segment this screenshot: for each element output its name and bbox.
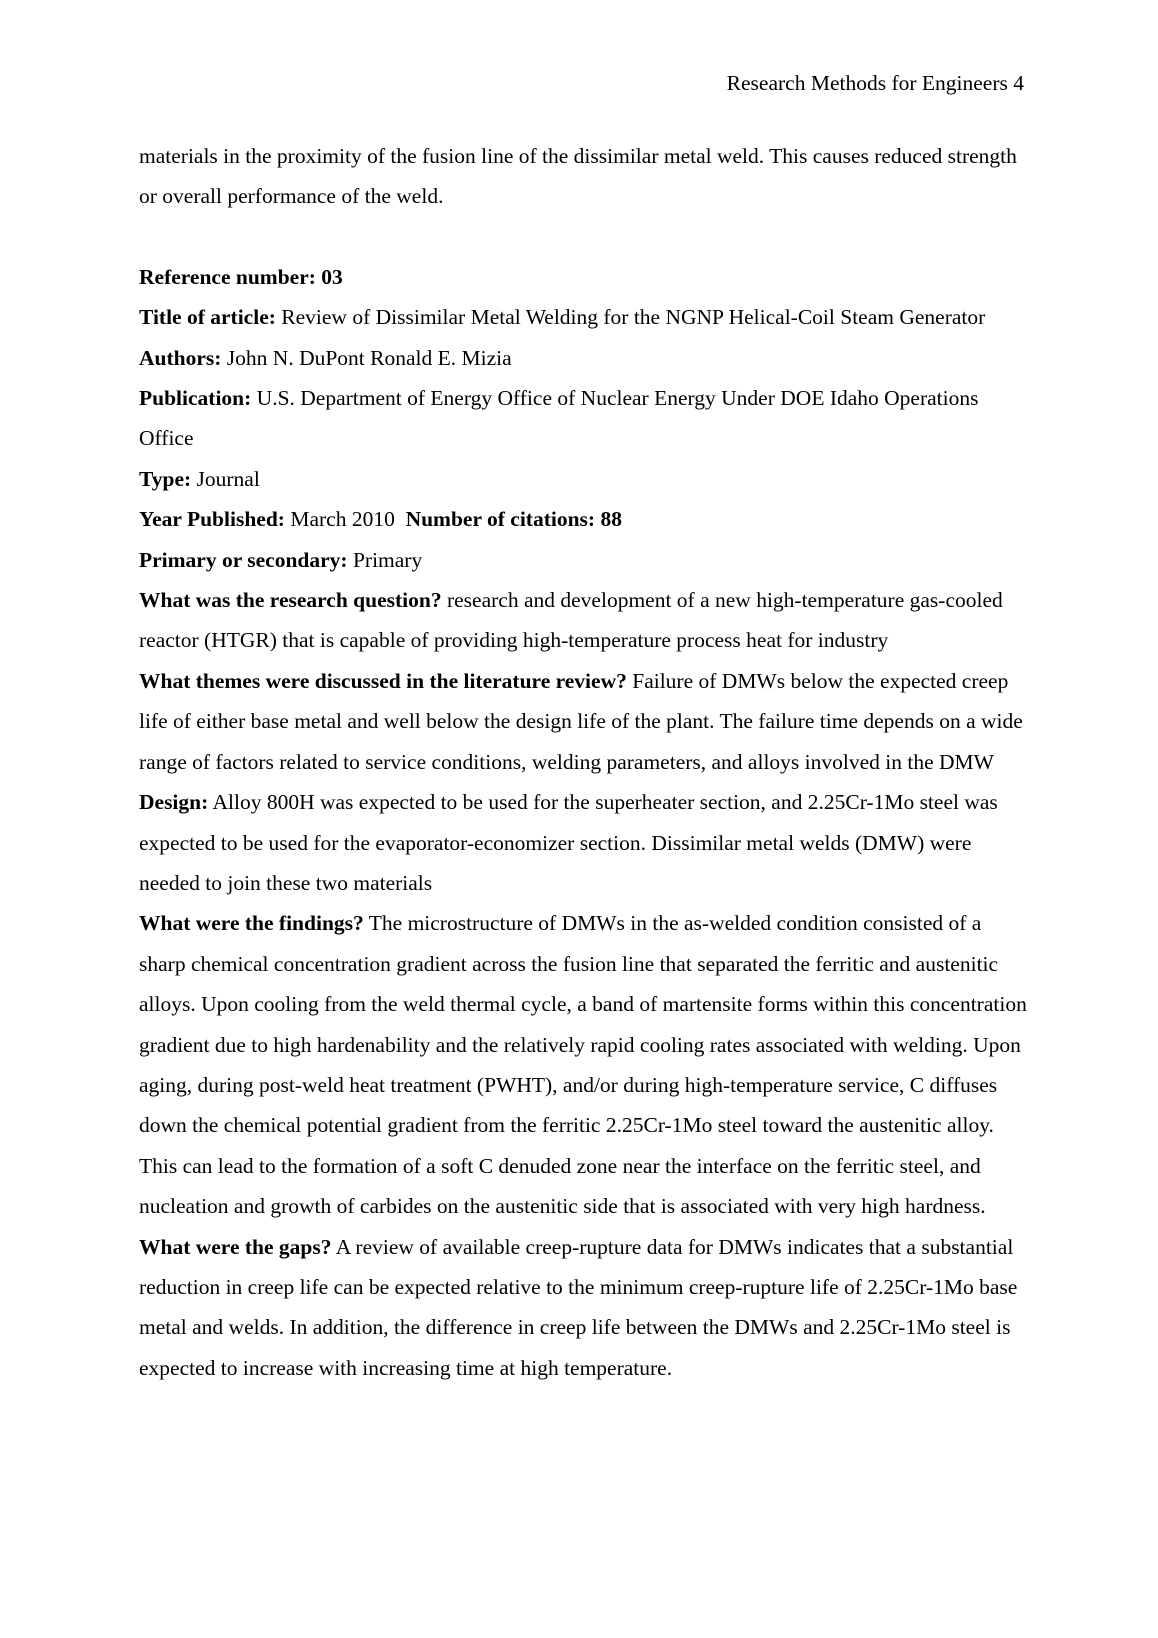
question-label: What was the research question? — [139, 588, 442, 613]
publication-label: Publication: — [139, 386, 252, 411]
reference-design — [139, 782, 1031, 903]
question-value: research and development of a new high-temperature gas-cooled reactor (HTGR) that is capable of providing high-temperature process heat for industry — [139, 588, 1003, 653]
continuation-paragraph: materials in the proximity of the fusion line of the dissimilar metal weld. This causes reduced strength or overall performance of the weld. — [139, 144, 1017, 209]
title-label: Title of article: — [139, 305, 276, 330]
themes-value: Failure of DMWs below the expected creep life of either base metal and well below the design life of the plant. The failure time depends on a wide range of factors related to service conditions, welding parameters, and alloys involved in the DMW — [139, 668, 1023, 774]
reference-number-label: Reference number: 03 — [139, 264, 343, 289]
title-value: Review of Dissimilar Metal Welding for the NGNP Helical-Coil Steam Generator — [281, 305, 986, 330]
reference-question — [139, 580, 1031, 661]
citations-label: Number of citations: 88 — [405, 507, 622, 532]
type-value: Journal — [196, 466, 260, 491]
reference-findings — [139, 903, 1031, 1226]
primary-label: Primary or secondary: — [139, 547, 348, 572]
reference-title — [139, 297, 1031, 337]
reference-primary — [139, 540, 1031, 580]
reference-gaps — [139, 1227, 1031, 1389]
design-label: Design: — [139, 790, 209, 815]
publication-value: U.S. Department of Energy Office of Nuclear Energy Under DOE Idaho Operations Office — [139, 386, 979, 451]
reference-themes — [139, 661, 1031, 782]
reference-type — [139, 459, 1031, 499]
findings-value: The microstructure of DMWs in the as-welded condition consisted of a sharp chemical concentration gradient across the fusion line that separated the ferritic and austenitic alloys. Upon cooling from the weld thermal cycle, a band of martensite forms within this concentration gradient due to high hardenability and the relatively rapid cooling rates associated with welding. Upon aging, during post-weld heat treatment (PWHT), and/or during high-temperature service, C diffuses down the chemical potential gradient from the ferritic 2.25Cr-1Mo steel toward the austenitic alloy. This can lead to the formation of a soft C denuded zone near the interface on the ferritic steel, and nucleation and growth of carbides on the austenitic side that is associated with very high hardness. — [139, 911, 1027, 1219]
reference-publication — [139, 378, 1031, 459]
year-label: Year Published: — [139, 507, 285, 532]
authors-label: Authors: — [139, 345, 222, 370]
paragraph-spacer — [139, 217, 1031, 257]
type-label: Type: — [139, 466, 192, 491]
year-value: March 2010 — [290, 507, 395, 532]
document-body — [139, 136, 1031, 1388]
authors-value: John N. DuPont Ronald E. Mizia — [226, 345, 512, 370]
primary-value: Primary — [352, 547, 423, 572]
reference-year — [139, 499, 1031, 539]
design-value: Alloy 800H was expected to be used for the superheater section, and 2.25Cr-1Mo steel was expected to be used for the evaporator-economizer section. Dissimilar metal welds (DMW) were needed to join these two materials — [139, 790, 998, 895]
findings-label: What were the findings? — [139, 911, 364, 936]
reference-number — [139, 257, 1031, 297]
themes-label: What themes were discussed in the literature review? — [139, 668, 627, 693]
gaps-label: What were the gaps? — [139, 1234, 332, 1259]
gaps-value: A review of available creep-rupture data for DMWs indicates that a substantial reduction in creep life can be expected relative to the minimum creep-rupture life of 2.25Cr-1Mo base metal and welds. In addition, the difference in creep life between the DMWs and 2.25Cr-1Mo steel is expected to increase with increasing time at high temperature. — [139, 1234, 1018, 1380]
running-head: Research Methods for Engineers 4 — [726, 71, 1024, 95]
reference-authors — [139, 338, 1031, 378]
